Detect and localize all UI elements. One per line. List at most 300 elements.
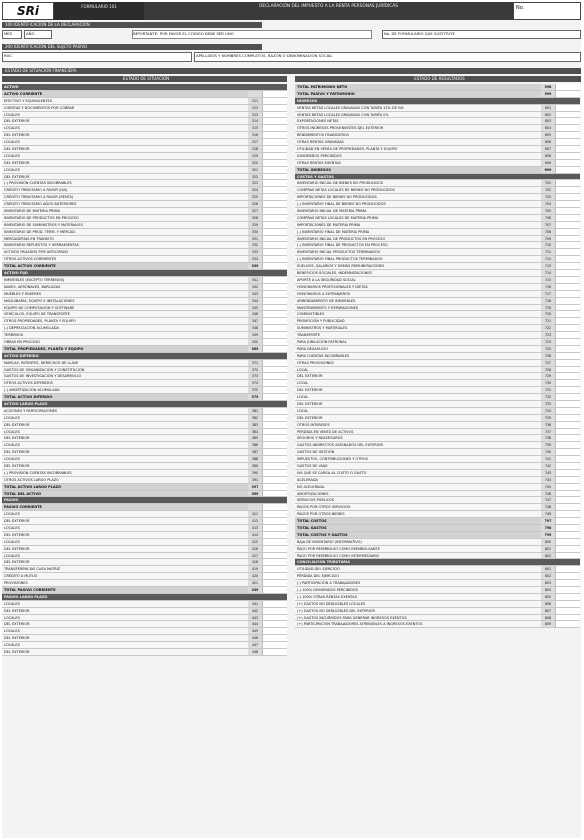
row-code: 322 (248, 174, 262, 180)
row-code: 382 (248, 415, 262, 421)
year-field[interactable]: AÑO (24, 30, 52, 39)
amount-field[interactable] (262, 511, 287, 517)
amount-field[interactable] (555, 442, 580, 448)
row-code: 331 (248, 236, 262, 242)
form-row (295, 601, 580, 608)
form-row (295, 187, 580, 194)
amount-field[interactable] (555, 125, 580, 131)
row-label: DEL EXTERIOR (4, 147, 30, 152)
amount-field[interactable] (555, 566, 580, 572)
row-label: (-) AMORTIZACIÓN ACUMULADA (4, 388, 60, 393)
amount-field[interactable] (555, 401, 580, 407)
amount-field[interactable] (555, 215, 580, 221)
form-row (2, 546, 287, 553)
amount-field[interactable] (555, 112, 580, 118)
form-row (2, 298, 287, 305)
row-code: 598 (541, 84, 555, 90)
section-header (2, 497, 287, 504)
row-label: OTRAS RENTAS GRAVADAS (297, 140, 344, 145)
row-label: LOCALES (4, 629, 20, 634)
form-row (2, 112, 287, 119)
amount-field[interactable] (555, 242, 580, 248)
row-label: PARA DESAHUCIO (297, 346, 329, 351)
row-label: ACTIVO DIFERIDO (4, 353, 39, 358)
row-code: 334 (248, 256, 262, 262)
amount-field[interactable] (262, 573, 287, 579)
amount-field[interactable] (262, 291, 287, 297)
row-label: TOTAL COSTOS Y GASTOS (297, 532, 348, 537)
amount-field[interactable] (555, 91, 580, 97)
identification-section-label: 100 IDENTIFICACIÓN DE LA DECLARACIÓN (2, 22, 262, 28)
amount-field[interactable] (262, 422, 287, 428)
row-code: 723 (541, 332, 555, 338)
amount-field[interactable] (262, 628, 287, 634)
form-row (295, 380, 580, 387)
amount-field[interactable] (555, 249, 580, 255)
form-row (295, 484, 580, 491)
row-label: (-) DEPRECIACIÓN ACUMULADA (4, 326, 59, 331)
amount-field[interactable] (262, 346, 287, 352)
row-label: PAGOS POR OTROS BIENES (297, 512, 345, 517)
amount-field[interactable] (262, 263, 287, 269)
amount-field[interactable] (555, 470, 580, 476)
amount-field[interactable] (262, 332, 287, 338)
row-code: 603 (541, 118, 555, 124)
amount-field[interactable] (262, 174, 287, 180)
amount-field[interactable] (555, 167, 580, 173)
amount-field[interactable] (262, 621, 287, 627)
row-label: OBRAS EN PROCESO (4, 339, 41, 344)
amount-field[interactable] (555, 449, 580, 455)
amount-field[interactable] (262, 587, 287, 593)
form-row (2, 387, 287, 394)
amount-field[interactable] (262, 415, 287, 421)
amount-field[interactable] (555, 146, 580, 152)
row-label: DEL EXTERIOR (4, 174, 30, 179)
form-row (2, 242, 287, 249)
amount-field[interactable] (555, 539, 580, 545)
form-row (2, 470, 287, 477)
form-row (295, 236, 580, 243)
row-code: 801 (541, 566, 555, 572)
row-code: 327 (248, 208, 262, 214)
row-label: INVENTARIO DE MATERIA PRIMA (4, 209, 60, 214)
amount-field[interactable] (262, 201, 287, 207)
amount-field[interactable] (555, 194, 580, 200)
amount-field[interactable] (262, 429, 287, 435)
amount-field[interactable] (262, 491, 287, 497)
form-row (295, 346, 580, 353)
amount-field[interactable] (262, 449, 287, 455)
row-code: 446 (248, 635, 262, 641)
form-row (2, 160, 287, 167)
amount-field[interactable] (555, 608, 580, 614)
amount-field[interactable] (555, 332, 580, 338)
row-code: 734 (541, 408, 555, 414)
amount-field[interactable] (555, 497, 580, 503)
total-row (2, 346, 287, 353)
section-header (2, 270, 287, 277)
row-code: 379 (248, 394, 262, 400)
amount-field[interactable] (262, 256, 287, 262)
form-row (2, 608, 287, 615)
row-code: 602 (541, 112, 555, 118)
amount-field[interactable] (555, 408, 580, 414)
amount-field[interactable] (555, 518, 580, 524)
form-row (2, 539, 287, 546)
amount-field[interactable] (555, 394, 580, 400)
amount-field[interactable] (262, 167, 287, 173)
amount-field[interactable] (262, 284, 287, 290)
amount-field[interactable] (555, 422, 580, 428)
taxpayer-section-label: 200 IDENTIFICACIÓN DEL SUJETO PASIVO (2, 44, 262, 50)
amount-field[interactable] (555, 621, 580, 627)
amount-field[interactable] (555, 305, 580, 311)
amount-field[interactable] (262, 222, 287, 228)
month-field[interactable]: MES (2, 30, 22, 39)
row-label: NAVES, AERONAVES, BARCAZAS (4, 284, 61, 289)
row-label: DEL EXTERIOR (4, 519, 30, 524)
row-label: OTROS ACTIVOS LARGO PLAZO (4, 477, 59, 482)
amount-field[interactable] (555, 463, 580, 469)
row-label: DEL EXTERIOR (4, 450, 30, 455)
amount-field[interactable] (262, 380, 287, 386)
amount-field[interactable] (262, 146, 287, 152)
row-code: 386 (248, 442, 262, 448)
row-code: 419 (248, 566, 262, 572)
amount-field[interactable] (555, 477, 580, 483)
amount-field[interactable] (262, 470, 287, 476)
row-code: 349 (248, 332, 262, 338)
amount-field[interactable] (262, 601, 287, 607)
amount-field[interactable] (555, 256, 580, 262)
row-label: GASTOS DE VIAJE (297, 463, 328, 468)
row-code: 742 (541, 463, 555, 469)
form-row (295, 442, 580, 449)
row-label: IVA QUE SE CARGA AL COSTO O GASTO (297, 470, 367, 475)
row-code: 606 (541, 139, 555, 145)
amount-field[interactable] (555, 311, 580, 317)
amount-field[interactable] (555, 587, 580, 593)
row-label: GASTOS DE ORGANIZACIÓN Y CONSTITUCIÓN (4, 367, 85, 372)
amount-field[interactable] (555, 367, 580, 373)
amount-field[interactable] (262, 215, 287, 221)
row-code: 718 (541, 298, 555, 304)
row-label: (+) PARTICIPACIÓN TRABAJADORES ATRIBUIBLES A INGRESOS EXENTOS (297, 622, 423, 627)
row-code: 709 (541, 236, 555, 242)
amount-field[interactable] (555, 484, 580, 490)
row-label: INVENTARIO INICIAL PRODUCTOS TERMINADOS (297, 250, 380, 255)
amount-field[interactable] (555, 353, 580, 359)
amount-field[interactable] (555, 263, 580, 269)
ruc-field[interactable]: RUC (2, 52, 192, 62)
amount-field[interactable] (262, 325, 287, 331)
amount-field[interactable] (262, 518, 287, 524)
amount-field[interactable] (262, 305, 287, 311)
amount-field[interactable] (262, 277, 287, 283)
amount-field[interactable] (555, 105, 580, 111)
row-code: 722 (541, 325, 555, 331)
row-label: LOCALES (4, 167, 20, 172)
amount-field[interactable] (555, 580, 580, 586)
row-code: 381 (248, 408, 262, 414)
row-code: 397 (248, 484, 262, 490)
amount-field[interactable] (555, 415, 580, 421)
form-row (2, 456, 287, 463)
amount-field[interactable] (262, 298, 287, 304)
form-row (295, 491, 580, 498)
amount-field[interactable] (555, 435, 580, 441)
amount-field[interactable] (555, 84, 580, 90)
row-label: TOTAL PATRIMONIO NETO (297, 85, 348, 89)
row-label: PASIVO LARGO PLAZO (4, 594, 48, 599)
amount-field[interactable] (262, 118, 287, 124)
amount-field[interactable] (555, 270, 580, 276)
row-code: 442 (248, 608, 262, 614)
amount-field[interactable] (555, 546, 580, 552)
replace-form-field[interactable]: No. DE FORMULARIO QUE SUSTITUYE (382, 30, 581, 39)
row-label: TOTAL DEL ACTIVO (4, 491, 41, 496)
form-row (295, 449, 580, 456)
amount-field[interactable] (262, 132, 287, 138)
amount-field[interactable] (262, 373, 287, 379)
amount-field[interactable] (262, 442, 287, 448)
amount-field[interactable] (262, 532, 287, 538)
amount-field[interactable] (555, 132, 580, 138)
amount-field[interactable] (262, 477, 287, 483)
amount-field[interactable] (262, 311, 287, 317)
row-label: (-) INVENTARIO FINAL DE BIENES NO PRODUCIDOS (297, 202, 386, 207)
form-row (295, 146, 580, 153)
row-label: GASTOS DE GESTIÓN (297, 450, 335, 455)
amount-field[interactable] (262, 339, 287, 345)
form-row (295, 291, 580, 298)
form-row (2, 201, 287, 208)
amount-field[interactable] (555, 360, 580, 366)
row-code: 448 (248, 649, 262, 655)
amount-field[interactable] (262, 153, 287, 159)
form-row (295, 270, 580, 277)
amount-field[interactable] (555, 208, 580, 214)
form-row (295, 608, 580, 615)
amount-field[interactable] (262, 318, 287, 324)
form-row (295, 539, 580, 546)
form-row (295, 160, 580, 167)
amount-field[interactable] (555, 325, 580, 331)
row-code: 724 (541, 339, 555, 345)
amount-field[interactable] (262, 236, 287, 242)
amount-field[interactable] (262, 635, 287, 641)
row-code: 375 (248, 387, 262, 393)
amount-field[interactable] (262, 367, 287, 373)
amount-field[interactable] (555, 187, 580, 193)
form-row (295, 139, 580, 146)
row-label: PÉRDIDA DEL EJERCICIO (297, 574, 340, 579)
amount-field[interactable] (262, 463, 287, 469)
row-label: LOCALES (4, 512, 20, 517)
row-label: INVENTARIO INICIAL DE MATERIA PRIMA (297, 209, 367, 214)
amount-field[interactable] (555, 291, 580, 297)
amount-field[interactable] (555, 491, 580, 497)
amount-field[interactable] (262, 139, 287, 145)
amount-field[interactable] (262, 394, 287, 400)
form-row (2, 146, 287, 153)
amount-field[interactable] (262, 249, 287, 255)
form-row (2, 373, 287, 380)
amount-field[interactable] (555, 615, 580, 621)
total-row (2, 491, 287, 498)
amount-field[interactable] (262, 649, 287, 655)
amount-field[interactable] (555, 139, 580, 145)
row-code: 344 (248, 298, 262, 304)
form-row (2, 236, 287, 243)
amount-field[interactable] (262, 608, 287, 614)
row-code: 388 (248, 456, 262, 462)
form-row (295, 594, 580, 601)
amount-field[interactable] (262, 160, 287, 166)
amount-field[interactable] (262, 566, 287, 572)
amount-field[interactable] (262, 105, 287, 111)
row-label: COMBUSTIBLES (297, 312, 325, 317)
row-label: DEL EXTERIOR (4, 546, 30, 551)
amount-field[interactable] (555, 601, 580, 607)
amount-field[interactable] (555, 284, 580, 290)
row-code: 743 (541, 470, 555, 476)
total-row (295, 532, 580, 539)
amount-field[interactable] (262, 539, 287, 545)
amount-field[interactable] (555, 553, 580, 559)
amount-field[interactable] (262, 208, 287, 214)
amount-field[interactable] (555, 180, 580, 186)
row-label: DEL EXTERIOR (297, 401, 323, 406)
row-label: TOTAL ACTIVO DIFERIDO (4, 395, 53, 400)
amount-field[interactable] (262, 456, 287, 462)
form-row (2, 628, 287, 635)
form-row (295, 284, 580, 291)
row-code: 348 (248, 325, 262, 331)
amount-field[interactable] (262, 546, 287, 552)
amount-field[interactable] (262, 194, 287, 200)
amount-field[interactable] (262, 435, 287, 441)
row-code: 324 (248, 187, 262, 193)
amount-field[interactable] (555, 573, 580, 579)
amount-field[interactable] (555, 373, 580, 379)
amount-field[interactable] (262, 125, 287, 131)
amount-field[interactable] (262, 553, 287, 559)
amount-field[interactable] (555, 525, 580, 531)
form-row (295, 387, 580, 394)
form-row (295, 298, 580, 305)
form-row (2, 380, 287, 387)
amount-field[interactable] (555, 387, 580, 393)
form-row (2, 442, 287, 449)
amount-field[interactable] (555, 118, 580, 124)
row-code (248, 91, 262, 97)
row-code: 703 (541, 194, 555, 200)
amount-field[interactable] (555, 380, 580, 386)
taxpayer-name-field[interactable]: APELLIDOS Y NOMBRES COMPLETOS, RAZÓN O DENOMINACIÓN SOCIAL (194, 52, 581, 62)
row-code: 605 (541, 132, 555, 138)
amount-field[interactable] (262, 525, 287, 531)
row-code: 333 (248, 249, 262, 255)
amount-field[interactable] (555, 318, 580, 324)
row-label: INVENTARIO DE PRODUCTOS EN PROCESO (4, 215, 79, 220)
row-label: TERRENOS (4, 333, 24, 338)
form-row (295, 263, 580, 270)
amount-field[interactable] (555, 153, 580, 159)
amount-field[interactable] (555, 277, 580, 283)
row-code: 706 (541, 215, 555, 221)
amount-field[interactable] (555, 594, 580, 600)
amount-field[interactable] (262, 98, 287, 104)
amount-field[interactable] (555, 160, 580, 166)
row-label: ACELERADA (297, 477, 318, 482)
row-label: (-) INVENTARIO FINAL DE PRODUCTOS EN PROCESO (297, 243, 388, 248)
amount-field[interactable] (262, 559, 287, 565)
amount-field[interactable] (555, 504, 580, 510)
row-label: LOCALES (4, 126, 20, 131)
amount-field[interactable] (555, 511, 580, 517)
row-label: TOTAL PASIVO CORRIENTE (4, 588, 56, 593)
amount-field[interactable] (555, 429, 580, 435)
row-code: 339 (248, 263, 262, 269)
form-row (2, 187, 287, 194)
amount-field[interactable] (262, 112, 287, 118)
row-code: 315 (248, 125, 262, 131)
row-label: DEL EXTERIOR (4, 119, 30, 124)
amount-field[interactable] (262, 387, 287, 393)
amount-field[interactable] (555, 346, 580, 352)
row-label: MAQUINARIA, EQUIPO E INSTALACIONES (4, 298, 75, 303)
amount-field[interactable] (262, 642, 287, 648)
row-label: DEL EXTERIOR (4, 532, 30, 537)
amount-field[interactable] (262, 580, 287, 586)
amount-field[interactable] (555, 229, 580, 235)
row-code: 800 (541, 539, 555, 545)
amount-field[interactable] (262, 242, 287, 248)
amount-field[interactable] (555, 236, 580, 242)
amount-field[interactable] (555, 222, 580, 228)
amount-field[interactable] (262, 504, 287, 510)
amount-field[interactable] (555, 532, 580, 538)
amount-field[interactable] (262, 408, 287, 414)
form-serial-field[interactable]: No. (513, 2, 581, 20)
amount-field[interactable] (262, 187, 287, 193)
total-row (2, 91, 287, 98)
sri-logo: SRi (2, 2, 54, 20)
amount-field[interactable] (555, 298, 580, 304)
row-code: 383 (248, 422, 262, 428)
amount-field[interactable] (555, 201, 580, 207)
amount-field[interactable] (555, 339, 580, 345)
section-header (2, 84, 287, 91)
row-label: VENTAS NETAS LOCALES GRAVADAS CON TARIFA 0% (297, 112, 389, 117)
amount-field[interactable] (262, 180, 287, 186)
form-row (2, 422, 287, 429)
form-row (295, 277, 580, 284)
amount-field[interactable] (262, 484, 287, 490)
row-code: 728 (541, 367, 555, 373)
row-label: ACTIVO LARGO PLAZO (4, 401, 48, 406)
row-label: LOCALES (4, 140, 20, 145)
amount-field[interactable] (262, 360, 287, 366)
amount-field[interactable] (262, 229, 287, 235)
amount-field[interactable] (555, 456, 580, 462)
amount-field[interactable] (262, 615, 287, 621)
row-code: 716 (541, 284, 555, 290)
row-code: 329 (248, 222, 262, 228)
amount-field[interactable] (262, 91, 287, 97)
